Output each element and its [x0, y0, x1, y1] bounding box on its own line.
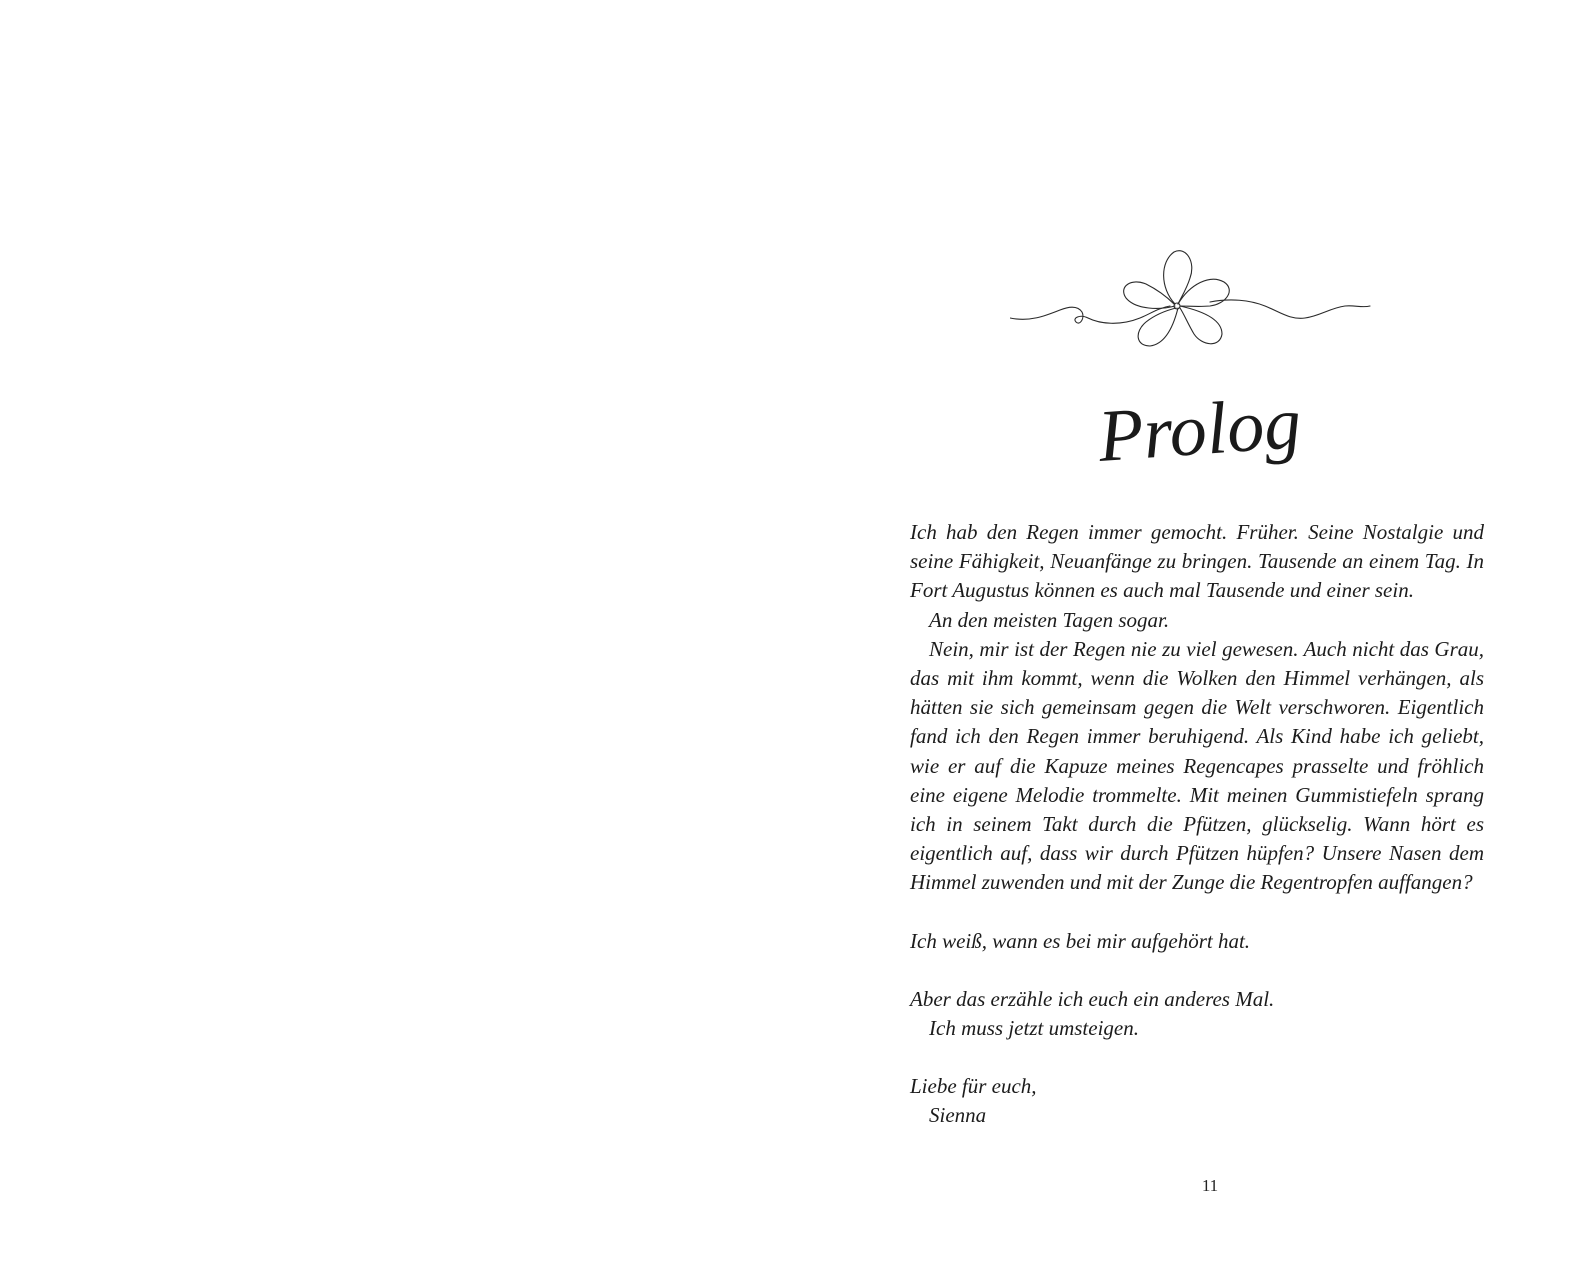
paragraph: An den meisten Tagen sogar.: [929, 607, 1170, 632]
section-break: [910, 898, 1484, 927]
signature: Sienna: [929, 1103, 987, 1128]
section-break: [910, 1043, 1484, 1072]
section-break: [910, 956, 1484, 985]
paragraph: Ich muss jetzt umsteigen.: [929, 1016, 1139, 1041]
chapter-title: [1080, 376, 1320, 494]
flower-line-icon: [1010, 248, 1382, 358]
paragraph: Nein, mir ist der Regen nie zu viel gewesen. Auch nicht das Grau, das mit ihm kommt, wenn die Wolken den Himmel verhängen, als hätten sie sich gemeinsam gegen die Welt verschworen. Eigentlich fand ich den Regen immer beruhigend. Als Kind habe ich geliebt, wie er auf die Kapuze meines Regencapes prasselte und fröhlich eine eigene Melodie trommelte. Mit meinen Gummistiefeln sprang ich in seinem Takt durch die Pfützen, glückselig. Wann hört es eigentlich auf, dass wir durch Pfützen hüpfen? Unsere Nasen dem Himmel zuwenden und mit der Zunge die Regentropfen auffangen?: [910, 636, 1484, 895]
page-number: 11: [1201, 1176, 1219, 1195]
paragraph: Ich weiß, wann es bei mir aufgehört hat.: [910, 928, 1251, 953]
paragraph: Ich hab den Regen immer gemocht. Früher. Seine Nostalgie und seine Fähigkeit, Neuanfänge zu bringen. Tausende an einem Tag. In Fort Augustus können es auch mal Tausende und einer sein.: [910, 520, 1484, 603]
paragraph: Aber das erzähle ich euch ein anderes Mal.: [910, 986, 1275, 1011]
prologue-text: [910, 518, 1484, 1131]
chapter-title-text: Prolog: [1095, 382, 1304, 478]
closing-line: Liebe für euch,: [910, 1074, 1037, 1099]
